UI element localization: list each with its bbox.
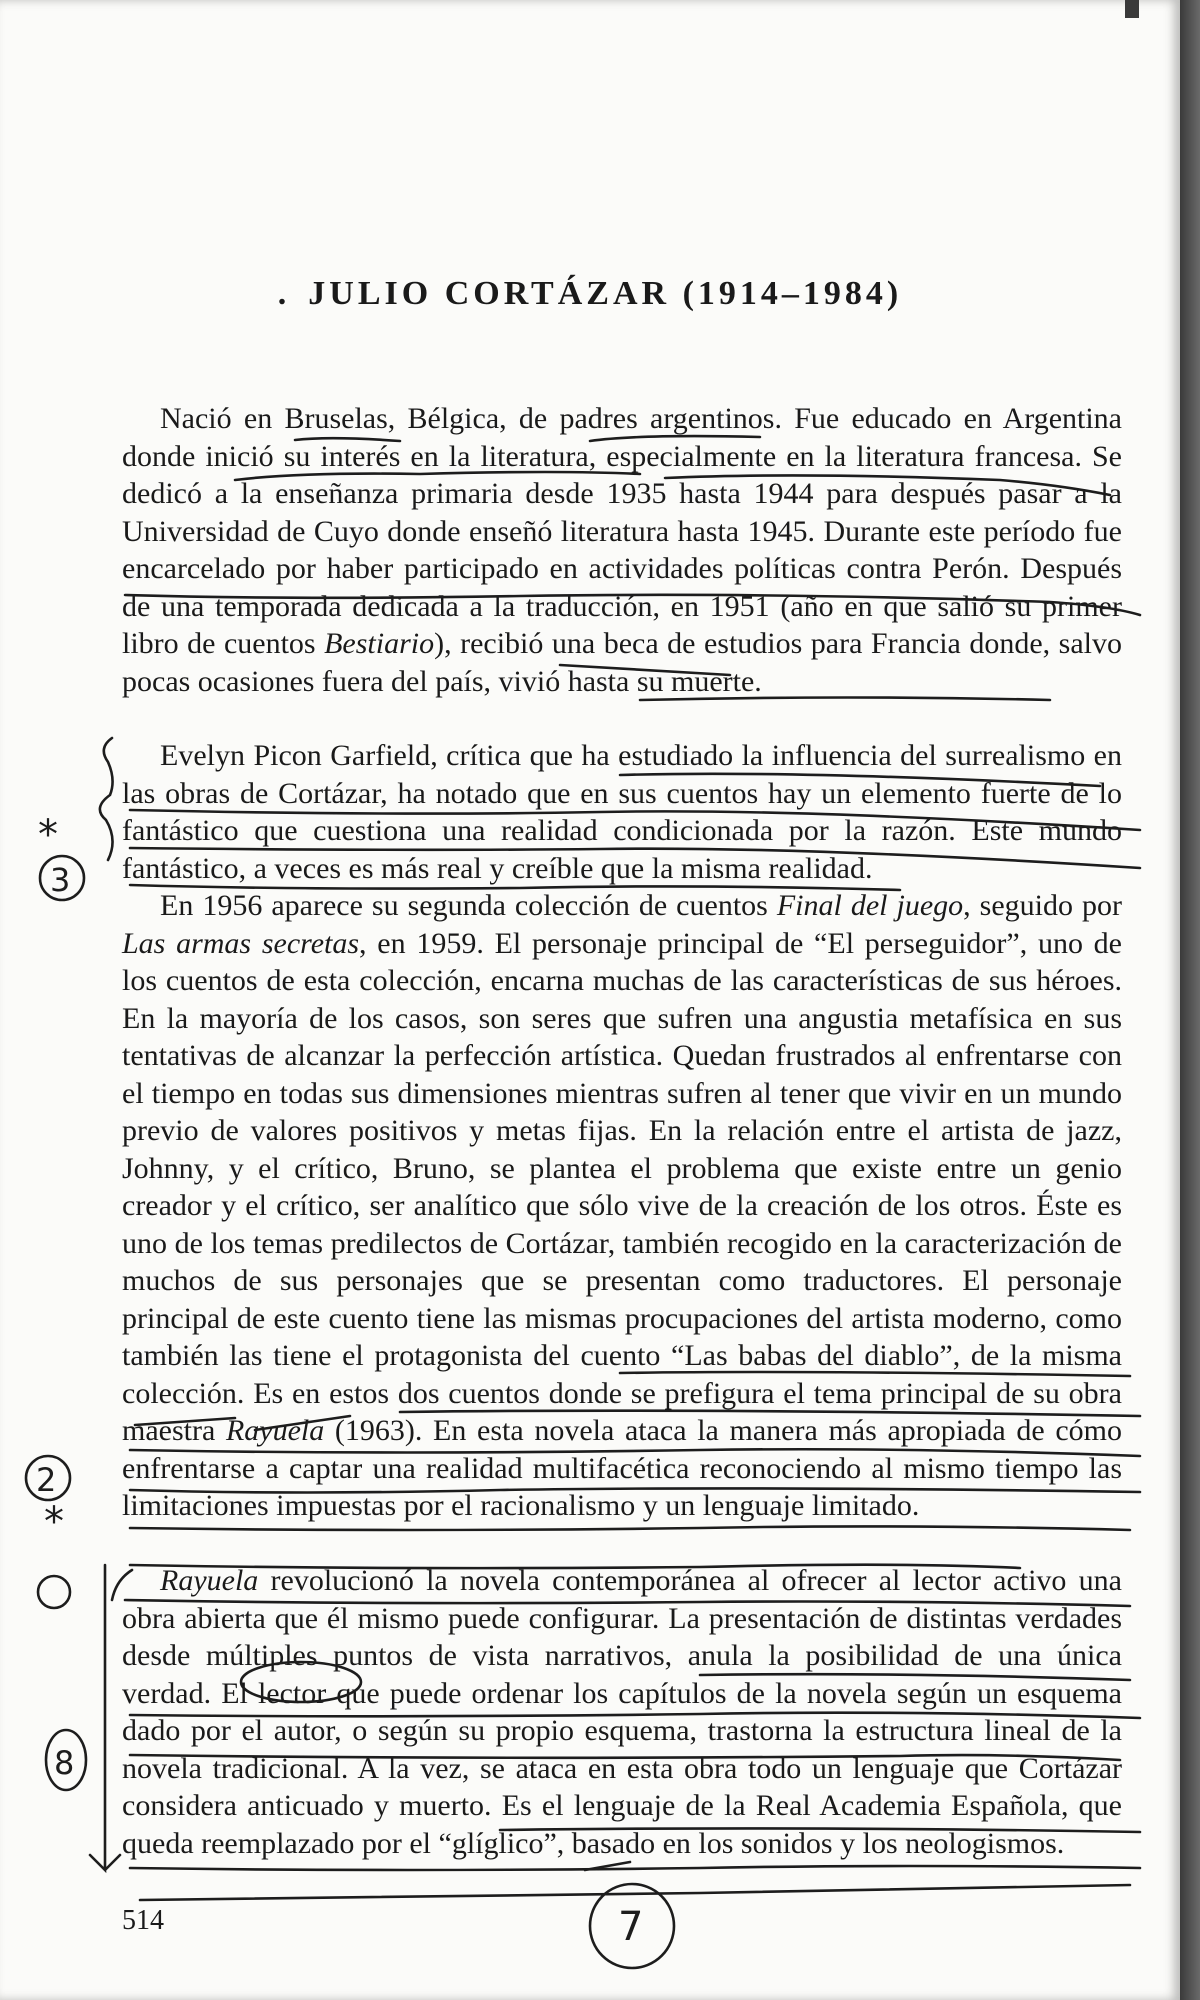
margin-asterisk-2: * (44, 1499, 64, 1545)
paragraph-1 (122, 400, 1122, 700)
paragraph-3 (122, 887, 1122, 1525)
paragraph-2-text: Evelyn Picon Garfield, crítica que ha estudiado la influencia del surrealismo en las obras de Cortázar, ha notado que en sus cuentos hay un elemento fuerte de lo fantástico que cuestiona una realidad condicionada por la razón. Este mundo fantástico, a veces es más real y creíble que la misma realidad. (122, 739, 1122, 885)
paragraph-4-text: revolucionó la novela contemporánea al ofrecer al lector activo una obra abierta que él mismo puede configurar. La presentación de distintas verdades desde múltiples puntos de vista narrativos, anula la posibilidad de una única verdad. El lector que puede ordenar los capítulos de la novela según un esquema dado por el autor, o según su propio esquema, trastorna la estructura lineal de la novela tradicional. A la vez, se ataca en esta obra todo un lenguaje que Cortázar considera anticuado y muerto. Es el lenguaje de la Real Academia Española, que queda reemplazado por el “glíglico”, basado en los sonidos y los neologismos. (122, 1564, 1122, 1860)
margin-asterisk-1: * (38, 812, 58, 858)
page-number: 514 (122, 1905, 164, 1936)
page-title (0, 275, 1180, 313)
page-edge-shadow (1180, 0, 1200, 2000)
margin-note-2: 2 (36, 1461, 57, 1499)
paragraph-1-text: Nació en Bruselas, Bélgica, de padres argentinos. Fue educado en Argentina donde inició su interés en la literatura, especialmente en la literatura francesa. Se dedicó a la enseñanza primaria desde 1935 hasta 1944 para después pasar a la Universidad de Cuyo donde enseñó literatura hasta 1945. Durante este período fue encarcelado por haber participado en actividades políticas contra Perón. Después de una temporada dedicada a la traducción, en 1951 (año en que salió su primer libro de cuentos Bestiario), recibió una beca de estudios para Francia donde, salvo pocas ocasiones fuera del país, vivió hasta su muerte. (122, 402, 1122, 698)
paragraph-3-text-c: , en 1959. El personaje principal de “El perseguidor”, uno de los cuentos de esta colección, encarna muchas de las características de sus héroes. En la mayoría de los casos, son seres que sufren una angustia metafísica en sus tentativas de alcanzar la perfección artística. Quedan frustrados al enfrentarse con el tiempo en todas sus dimensiones mientras sufren al tener que vivir en un mundo previo de valores positivos y metas fijas. En la relación entre el artista de jazz, Johnny, y el crítico, Bruno, se plantea el problema que existe entre un genio creador y el crítico, ser analítico que sólo vive de la creación de los otros. Éste es uno de los temas predilectos de Cortázar, también recogido en la caracterización de muchos de sus personajes que se presentan como traductores. El personaje principal de este cuento tiene las mismas procupaciones del artista moderno, como también las tiene el protagonista del cuento “Las babas del diablo”, de la misma colección. Es en estos dos cuentos donde se prefigura el tema principal de su obra maestra (122, 926, 1122, 1447)
book-title-bestiario: Bestiario (324, 627, 435, 660)
paragraph-4 (122, 1562, 1122, 1862)
circled-number-7: 7 (618, 1904, 644, 1950)
margin-note-8: 8 (54, 1744, 75, 1782)
paragraph-3-text-d: (1963). En esta novela ataca la manera más apropiada de cómo enfrentarse a captar una realidad multifacética reconociendo al mismo tiempo las limitaciones impuestas por el racionalismo y un lenguaje limitado. (122, 1414, 1123, 1522)
book-title-las-armas-secretas: Las armas secretas (122, 926, 360, 960)
paragraph-3-text-b: , seguido por (963, 889, 1123, 922)
book-title-final-del-juego: Final del juego (776, 889, 964, 922)
book-title-rayuela: Rayuela (225, 1414, 325, 1447)
scan-artifact (1125, 0, 1139, 18)
paragraph-3-text-a: En 1956 aparece su segunda colección de cuentos (160, 889, 777, 922)
title-text: JULIO CORTÁZAR (1914–1984) (308, 275, 903, 312)
book-title-rayuela-lead: Rayuela (160, 1564, 259, 1597)
margin-note-3: 3 (50, 861, 71, 899)
title-mark: . (277, 275, 291, 312)
paragraph-2 (122, 737, 1122, 887)
